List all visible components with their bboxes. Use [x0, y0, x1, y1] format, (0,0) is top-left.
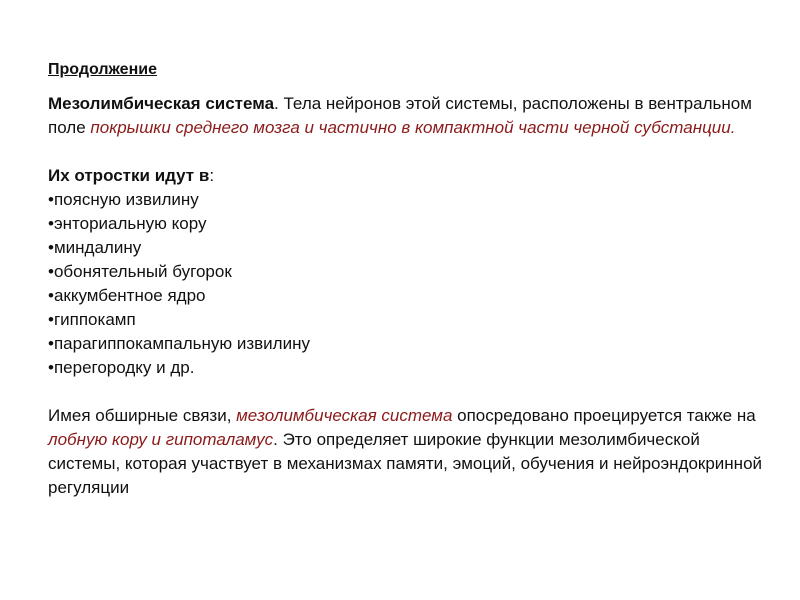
paragraph-system-description	[48, 92, 768, 140]
paragraph2-text-a: Имея обширные связи,	[48, 406, 237, 425]
bullet-icon: •	[48, 190, 54, 209]
list-item	[48, 236, 768, 260]
projections-intro-colon: :	[209, 166, 215, 185]
list-item	[48, 212, 768, 236]
list-item	[48, 284, 768, 308]
list-item	[48, 188, 768, 212]
paragraph-functions	[48, 404, 768, 500]
projections-intro-label: Их отростки идут в	[48, 166, 210, 185]
slide-heading: Продолжение	[48, 61, 157, 78]
bullet-icon: •	[48, 334, 54, 353]
list-item	[48, 356, 768, 380]
list-item-text: гиппокамп	[53, 310, 136, 329]
highlight-mesolimbic-system: мезолимбическая система	[236, 406, 453, 425]
spacer	[48, 140, 768, 164]
paragraph1-text: . Тела нейронов этой системы, расположены в вентральном поле	[48, 94, 752, 137]
list-item-text: энториальную кору	[53, 214, 207, 233]
list-item	[48, 260, 768, 284]
slide-content	[48, 58, 768, 500]
list-item-text: миндалину	[53, 238, 142, 257]
term-mesolimbic-system: Мезолимбическая система	[48, 94, 275, 113]
projections-list	[48, 188, 768, 380]
list-item	[48, 308, 768, 332]
list-item-text: обонятельный бугорок	[53, 262, 232, 281]
list-item-text: перегородку и др.	[53, 358, 195, 377]
highlight-midbrain-location: покрышки среднего мозга и частично в компактной части черной субстанции.	[90, 118, 736, 137]
list-item	[48, 332, 768, 356]
bullet-icon: •	[48, 262, 54, 281]
bullet-icon: •	[48, 358, 54, 377]
spacer	[48, 380, 768, 404]
paragraph2-text-b: опосредовано проецируется также на	[452, 406, 756, 425]
projections-intro	[48, 164, 768, 188]
list-item-text: парагиппокампальную извилину	[53, 334, 310, 353]
bullet-icon: •	[48, 238, 54, 257]
bullet-icon: •	[48, 214, 54, 233]
list-item-text: аккумбентное ядро	[53, 286, 206, 305]
bullet-icon: •	[48, 310, 54, 329]
bullet-icon: •	[48, 286, 54, 305]
list-item-text: поясную извилину	[53, 190, 199, 209]
highlight-frontal-cortex-hypothalamus: лобную кору и гипоталамус	[48, 430, 274, 449]
paragraph2-text-c: . Это определяет широкие функции мезолимбической системы, которая участвует в механизмах памяти, эмоций, обучения и нейроэндокринной регуляции	[48, 430, 763, 497]
